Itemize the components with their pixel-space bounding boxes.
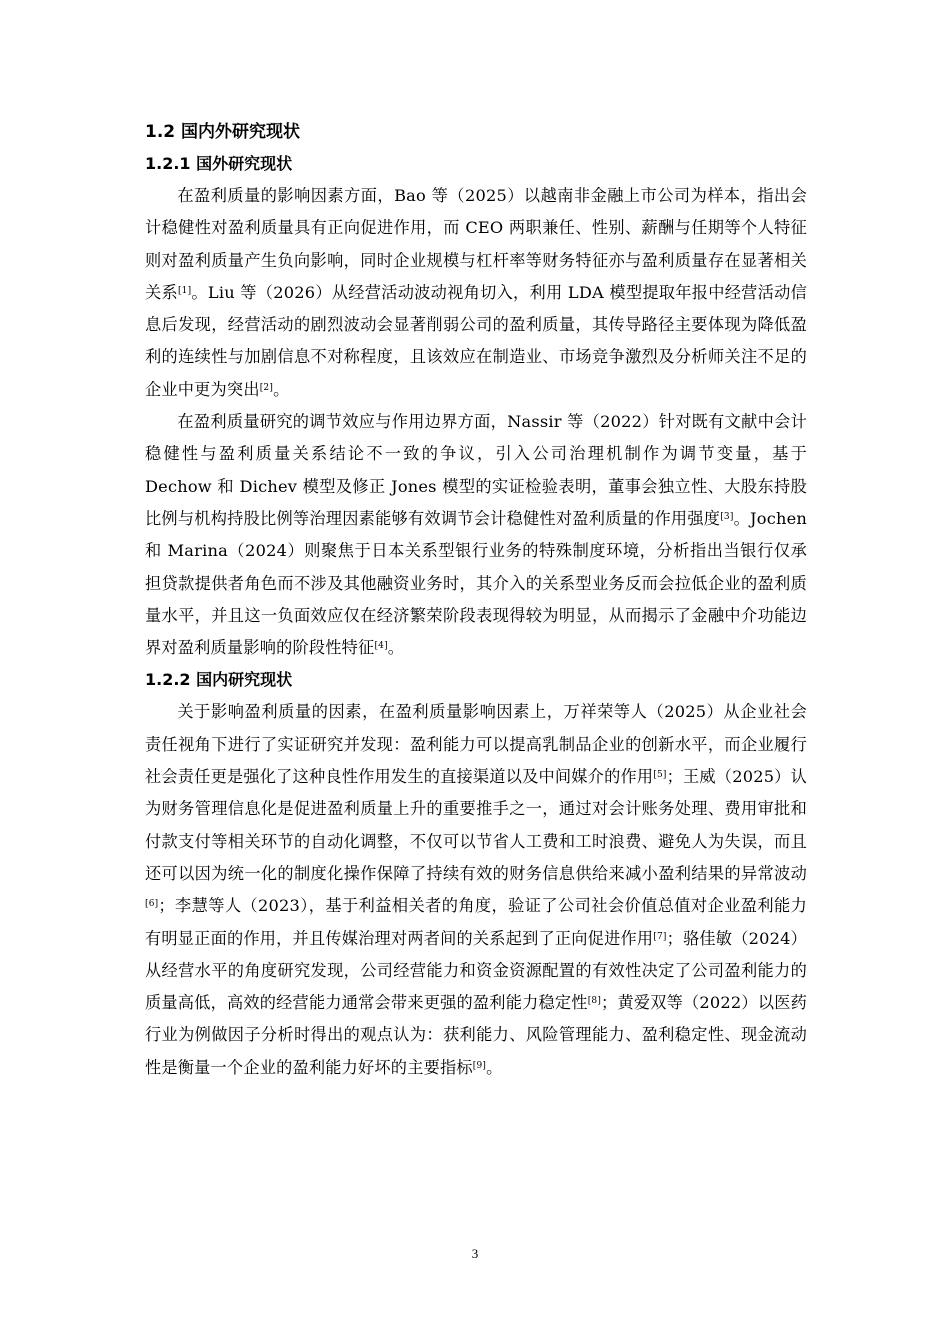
subsection-heading-foreign: 1.2.1 国外研究现状 xyxy=(145,154,293,173)
text-run: 在盈利质量研究的调节效应与作用边界方面，Nassir 等（2022）针对既有文献中会计稳健性与盈利质量关系结论不一致的争议，引入公司治理机制作为调节变量，基于 Dechow 和 Dichev 模型及修正 Jones 模型的实证检验表明，董事会独立性、大股东持股比例与机构持股比例等治理因素能够有效调节会计稳健性对盈利质量的作用强度 xyxy=(145,412,807,528)
text-run: 关于影响盈利质量的因素，在盈利质量影响因素上，万祥荣等人（2025）从企业社会责任视角下进行了实证研究并发现：盈利能力可以提高乳制品企业的创新水平，而企业履行社会责任更是强化了这种良性作用发生的直接渠道以及中间媒介的作用 xyxy=(145,702,807,787)
text-run: 。Jochen 和 Marina（2024）则聚焦于日本关系型银行业务的特殊制度环境，分析指出当银行仅承担贷款提供者角色而不涉及其他融资业务时，其介入的关系型业务反而会拉低企业的盈利质量水平，并且这一负面效应仅在经济繁荣阶段表现得较为明显，从而揭示了金融中介功能边界对盈利质量影响的阶段性特征 xyxy=(145,508,807,658)
text-run: 在盈利质量的影响因素方面，Bao 等（2025）以越南非金融上市公司为样本，指出会计稳健性对盈利质量具有正向促进作用，而 CEO 两职兼任、性别、薪酬与任期等个人特征则对盈利质量产生负向影响，同时企业规模与杠杆率等财务特征亦与盈利质量存在显著相关关系 xyxy=(145,186,807,302)
section-heading: 1.2 国内外研究现状 xyxy=(145,122,301,142)
citation-ref: [2] xyxy=(259,382,274,393)
text-run: 。 xyxy=(486,1057,503,1077)
text-run: 。 xyxy=(273,379,290,399)
page-number: 3 xyxy=(471,1246,479,1261)
citation-ref: [5] xyxy=(653,770,667,781)
text-run: ；骆佳敏（2024）从经营水平的角度研究发现，公司经营能力和资金资源配置的有效性决定了公司盈利能力的质量高低，高效的经营能力通常会带来更强的盈利能力稳定性 xyxy=(145,928,807,1013)
subsection-heading-domestic: 1.2.2 国内研究现状 xyxy=(145,670,293,690)
citation-ref: [6] xyxy=(145,899,159,910)
text-run: ；黄爱双等（2022）以医药行业为例做因子分析时得出的观点认为：获利能力、风险管理能力、盈利稳定性、现金流动性是衡量一个企业的盈利能力好坏的主要指标 xyxy=(145,993,807,1077)
paragraph-domestic-1 xyxy=(145,696,807,1084)
text-run: 。Liu 等（2026）从经营活动波动视角切入，利用 LDA 模型提取年报中经营活动信息后发现，经营活动的剧烈波动会显著削弱公司的盈利质量，其传导路径主要体现为降低盈利的连续性与加剧信息不对称程度，且该效应在制造业、市场竞争激烈及分析师关注不足的企业中更为突出 xyxy=(145,282,807,399)
paragraph-foreign-1 xyxy=(145,180,807,406)
text-run: ；王威（2025）认为财务管理信息化是促进盈利质量上升的重要推手之一，通过对会计账务处理、费用审批和付款支付等相关环节的自动化调整，不仅可以节省人工费和工时浪费、避免人为失误，而且还可以因为统一化的制度化操作保障了持续有效的财务信息供给来减小盈利结果的异常波动 xyxy=(145,767,807,883)
citation-ref: [1] xyxy=(177,285,192,296)
citation-ref: [4] xyxy=(374,641,388,652)
text-run: ；李慧等人（2023），基于利益相关者的角度，验证了公司社会价值总值对企业盈利能力有明显正面的作用，并且传媒治理对两者间的关系起到了正向促进作用 xyxy=(145,896,807,948)
text-run: 。 xyxy=(387,638,405,658)
citation-ref: [7] xyxy=(653,931,667,942)
citation-ref: [9] xyxy=(472,1060,487,1071)
citation-ref: [3] xyxy=(720,511,734,522)
citation-ref: [8] xyxy=(587,996,602,1007)
paragraph-foreign-2 xyxy=(145,406,807,664)
document-body xyxy=(145,116,807,1084)
